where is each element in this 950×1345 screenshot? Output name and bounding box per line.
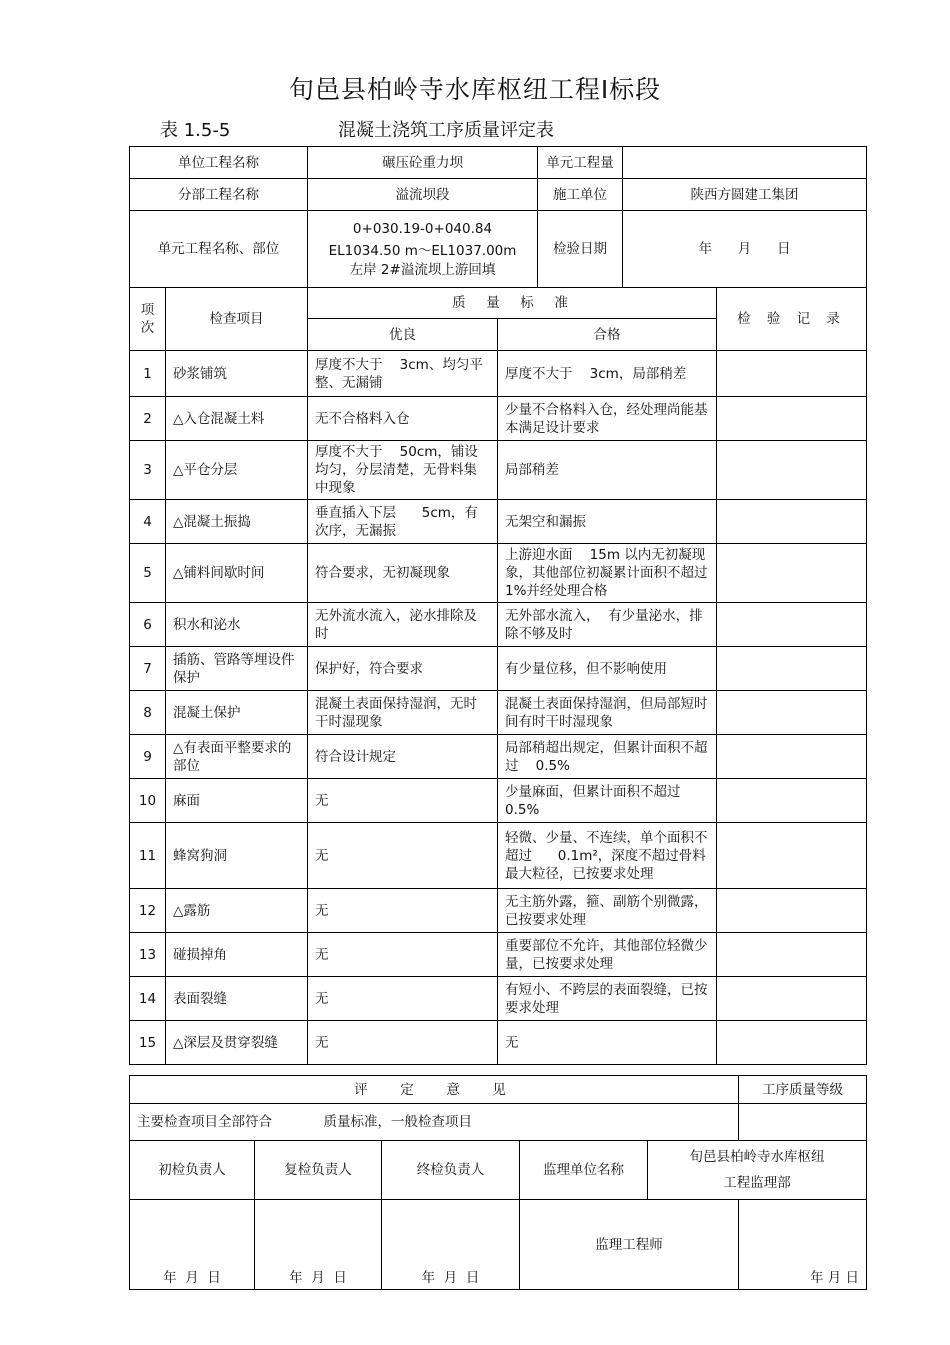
- row-item: 砂浆铺筑: [166, 351, 308, 397]
- col-item: 检查项目: [166, 288, 308, 351]
- row-qualified: 有少量位移，但不影响使用: [498, 647, 717, 691]
- col-item-no: 项 次: [130, 288, 166, 351]
- table-row: [130, 441, 867, 500]
- row-no: 5: [130, 544, 166, 603]
- row-no: 13: [130, 933, 166, 977]
- row-qualified: 无: [498, 1021, 717, 1065]
- row-item: △露筋: [166, 889, 308, 933]
- evaluation-table: [129, 1075, 867, 1290]
- row-qualified: 少量不合格料入仓，经处理尚能基本满足设计要求: [498, 397, 717, 441]
- col-qualified: 合格: [498, 319, 717, 351]
- row-excellent: 无: [308, 889, 498, 933]
- row-record: [717, 735, 867, 779]
- row-item: 混凝土保护: [166, 691, 308, 735]
- row-record: [717, 933, 867, 977]
- row-item: △有表面平整要求的部位: [166, 735, 308, 779]
- row-record: [717, 544, 867, 603]
- element-elevation: EL1034.50 m～EL1037.00m: [328, 242, 517, 259]
- table-row: [130, 779, 867, 823]
- row-item: 碰损掉角: [166, 933, 308, 977]
- supervisor-engineer-label: 监理工程师: [595, 1236, 663, 1253]
- document-title: 旬邑县柏岭寺水库枢纽工程Ⅰ标段: [288, 75, 662, 104]
- row-record: [717, 397, 867, 441]
- row-record: [717, 647, 867, 691]
- supervisor-unit-line2: 工程监理部: [723, 1175, 791, 1191]
- supervisor-unit-label: 监理单位名称: [520, 1141, 648, 1200]
- table-row: [130, 977, 867, 1021]
- element-location: [308, 211, 538, 288]
- element-label: 单元工程名称、部位: [130, 211, 308, 288]
- row-item: 插筋、管路等埋设件保护: [166, 647, 308, 691]
- supervisor-unit-name: [648, 1141, 867, 1200]
- unit-name-value: 碾压砼重力坝: [308, 147, 538, 179]
- row-item: 麻面: [166, 779, 308, 823]
- row-record: [717, 889, 867, 933]
- row-no: 1: [130, 351, 166, 397]
- row-excellent: 厚度不大于 3cm、均匀平整、无漏铺: [308, 351, 498, 397]
- row-excellent: 无不合格料入仓: [308, 397, 498, 441]
- inspection-table: [129, 287, 867, 1065]
- row-record: [717, 500, 867, 544]
- table-row: [130, 933, 867, 977]
- row-no: 9: [130, 735, 166, 779]
- construction-value: 陕西方圆建工集团: [623, 179, 867, 211]
- table-row: [130, 735, 867, 779]
- table-row: [130, 889, 867, 933]
- opinion-label: 评 定 意 见: [130, 1076, 739, 1104]
- unit-quantity-label: 单元工程量: [538, 147, 623, 179]
- row-excellent: 无: [308, 823, 498, 889]
- col-standard: 质 量 标 准: [308, 288, 717, 319]
- supervisor-unit-line1: 旬邑县柏岭寺水库枢纽: [689, 1149, 825, 1165]
- row-no: 10: [130, 779, 166, 823]
- table-row: [130, 647, 867, 691]
- row-item: △入仓混凝土料: [166, 397, 308, 441]
- row-excellent: 保护好，符合要求: [308, 647, 498, 691]
- row-no: 11: [130, 823, 166, 889]
- row-qualified: 局部稍超出规定，但累计面积不超过 0.5%: [498, 735, 717, 779]
- final-sign-date: 年 月 日: [382, 1200, 520, 1290]
- col-excellent: 优良: [308, 319, 498, 351]
- sub-name-value: 溢流坝段: [308, 179, 538, 211]
- table-row: [130, 397, 867, 441]
- table-row: [130, 603, 867, 647]
- row-record: [717, 691, 867, 735]
- row-item: △平仓分层: [166, 441, 308, 500]
- row-qualified: 无主筋外露，箍、副筋个别微露，已按要求处理: [498, 889, 717, 933]
- row-qualified: 混凝土表面保持湿润，但局部短时间有时干时湿现象: [498, 691, 717, 735]
- row-no: 8: [130, 691, 166, 735]
- table-name: 混凝土浇筑工序质量评定表: [338, 120, 554, 141]
- supervisor-sign-date: 年 月 日: [739, 1200, 867, 1290]
- table-row: [130, 1021, 867, 1065]
- table-row: [130, 691, 867, 735]
- row-item: △深层及贯穿裂缝: [166, 1021, 308, 1065]
- row-no: 4: [130, 500, 166, 544]
- row-no: 2: [130, 397, 166, 441]
- row-no: 7: [130, 647, 166, 691]
- row-record: [717, 823, 867, 889]
- header-table: [129, 146, 867, 288]
- row-item: △混凝土振捣: [166, 500, 308, 544]
- row-record: [717, 977, 867, 1021]
- inspect-date-value: 年 月 日: [623, 211, 867, 288]
- opinion-text: 主要检查项目全部符合 质量标准，一般检查项目: [130, 1104, 739, 1141]
- row-qualified: 重要部位不允许，其他部位轻微少量，已按要求处理: [498, 933, 717, 977]
- row-excellent: 厚度不大于 50cm，铺设均匀，分层清楚，无骨料集中现象: [308, 441, 498, 500]
- second-sign-date: 年 月 日: [255, 1200, 382, 1290]
- row-no: 15: [130, 1021, 166, 1065]
- initial-sign-date: 年 月 日: [130, 1200, 255, 1290]
- row-no: 12: [130, 889, 166, 933]
- row-excellent: 无: [308, 779, 498, 823]
- grade-label: 工序质量等级: [739, 1076, 867, 1104]
- inspect-date-label: 检验日期: [538, 211, 623, 288]
- row-no: 14: [130, 977, 166, 1021]
- row-record: [717, 603, 867, 647]
- table-row: [130, 500, 867, 544]
- row-qualified: 厚度不大于 3cm，局部稍差: [498, 351, 717, 397]
- element-chainage: 0+030.19-0+040.84: [352, 220, 493, 237]
- initial-inspector-label: 初检负责人: [130, 1141, 255, 1200]
- row-excellent: 无: [308, 933, 498, 977]
- table-row: [130, 544, 867, 603]
- inspection-rows: [130, 351, 867, 1065]
- row-excellent: 混凝土表面保持湿润，无时干时湿现象: [308, 691, 498, 735]
- table-row: [130, 351, 867, 397]
- row-item: 积水和泌水: [166, 603, 308, 647]
- row-qualified: 局部稍差: [498, 441, 717, 500]
- construction-label: 施工单位: [538, 179, 623, 211]
- row-item: 蜂窝狗洞: [166, 823, 308, 889]
- row-excellent: 垂直插入下层 5cm，有次序，无漏振: [308, 500, 498, 544]
- row-item: 表面裂缝: [166, 977, 308, 1021]
- row-record: [717, 779, 867, 823]
- final-inspector-label: 终检负责人: [382, 1141, 520, 1200]
- row-no: 6: [130, 603, 166, 647]
- row-qualified: 无架空和漏振: [498, 500, 717, 544]
- unit-name-label: 单位工程名称: [130, 147, 308, 179]
- row-item: △铺料间歇时间: [166, 544, 308, 603]
- row-qualified: 无外部水流入， 有少量泌水，排除不够及时: [498, 603, 717, 647]
- second-inspector-label: 复检负责人: [255, 1141, 382, 1200]
- row-no: 3: [130, 441, 166, 500]
- row-record: [717, 441, 867, 500]
- row-excellent: 无: [308, 977, 498, 1021]
- col-record: 检 验 记 录: [717, 288, 867, 351]
- supervisor-engineer-cell: [520, 1200, 739, 1290]
- row-record: [717, 351, 867, 397]
- table-number: 表 1.5-5: [160, 120, 231, 141]
- row-qualified: 轻微、少量、不连续，单个面积不超过 0.1m²，深度不超过骨料最大粒径，已按要求处理: [498, 823, 717, 889]
- row-excellent: 无外流水流入，泌水排除及时: [308, 603, 498, 647]
- grade-value: [739, 1104, 867, 1141]
- row-qualified: 有短小、不跨层的表面裂缝，已按要求处理: [498, 977, 717, 1021]
- unit-quantity-value: [623, 147, 867, 179]
- row-qualified: 少量麻面，但累计面积不超过 0.5%: [498, 779, 717, 823]
- row-qualified: 上游迎水面 15m 以内无初凝现象，其他部位初凝累计面积不超过 1%并经处理合格: [498, 544, 717, 603]
- element-position: 左岸 2#溢流坝上游回填: [349, 261, 496, 278]
- row-excellent: 无: [308, 1021, 498, 1065]
- row-record: [717, 1021, 867, 1065]
- row-excellent: 符合要求，无初凝现象: [308, 544, 498, 603]
- table-row: [130, 823, 867, 889]
- row-excellent: 符合设计规定: [308, 735, 498, 779]
- sub-name-label: 分部工程名称: [130, 179, 308, 211]
